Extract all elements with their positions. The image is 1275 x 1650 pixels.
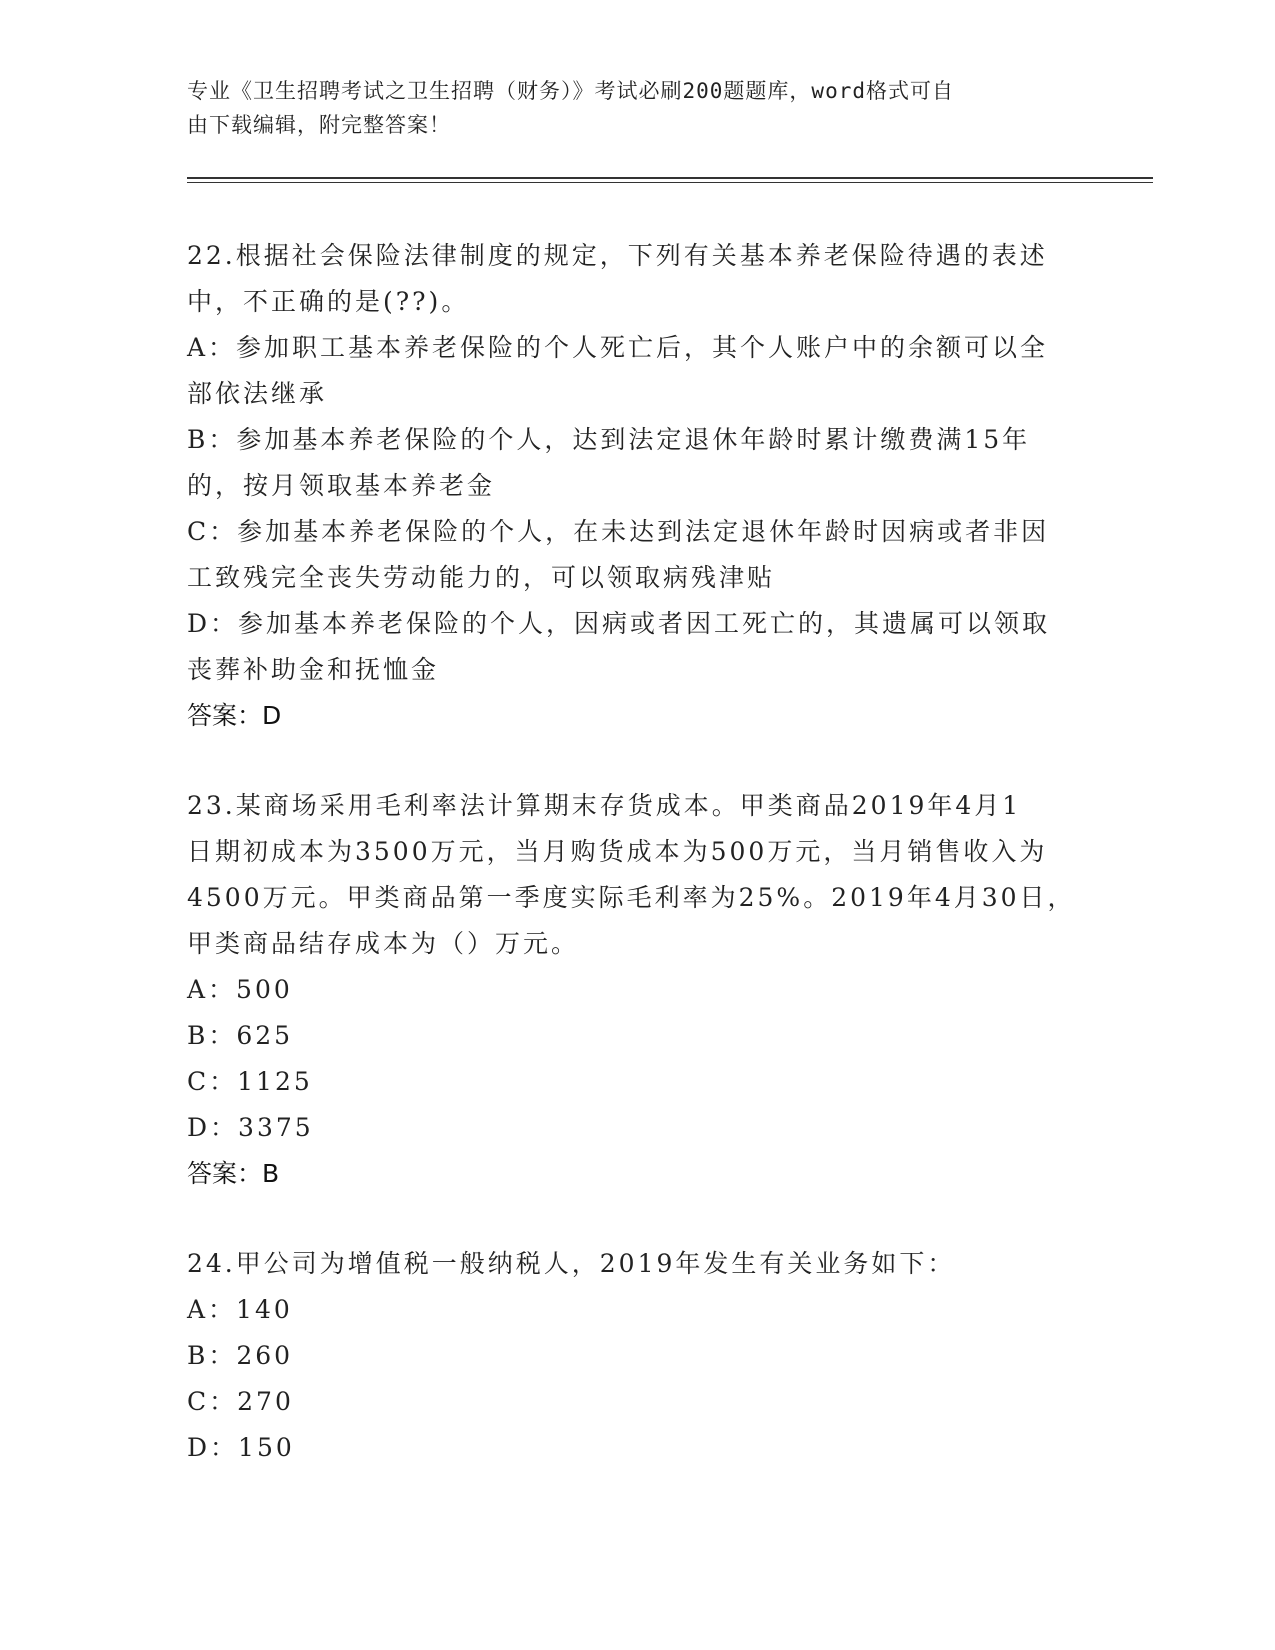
- header-line-1: 专业《卫生招聘考试之卫生招聘（财务）》考试必刷200题题库，word格式可自: [187, 79, 954, 103]
- option-b: B：625: [187, 1021, 294, 1050]
- option-a: [187, 325, 1087, 417]
- answer-label: 答案：D: [187, 701, 282, 730]
- question-24: [187, 1241, 1087, 1471]
- question-stem: [187, 1241, 1087, 1287]
- option-line: C：参加基本养老保险的个人，在未达到法定退休年龄时因病或者非因: [187, 517, 1050, 546]
- stem-line: 中，不正确的是(??)。: [187, 287, 470, 316]
- option-line: 丧葬补助金和抚恤金: [187, 655, 440, 684]
- option-b: B：260: [187, 1341, 294, 1370]
- question-22: [187, 233, 1087, 739]
- question-stem: [187, 233, 1087, 325]
- stem-line: 23.某商场采用毛利率法计算期末存货成本。甲类商品2019年4月1: [187, 791, 1022, 820]
- stem-line: 日期初成本为3500万元，当月购货成本为500万元，当月销售收入为: [187, 837, 1048, 866]
- option-c: C：1125: [187, 1067, 313, 1096]
- option-line: 部依法继承: [187, 379, 328, 408]
- header-line-2: 由下载编辑，附完整答案！: [187, 113, 451, 137]
- option-line: A：参加职工基本养老保险的个人死亡后，其个人账户中的余额可以全: [187, 333, 1049, 362]
- stem-line: 甲类商品结存成本为（）万元。: [187, 929, 580, 958]
- document-header: [187, 74, 1087, 142]
- stem-line: 4500万元。甲类商品第一季度实际毛利率为25%。2019年4月30日，: [187, 883, 1076, 912]
- option-line: 的，按月领取基本养老金: [187, 471, 496, 500]
- option-d: D：3375: [187, 1113, 314, 1142]
- option-line: 工致残完全丧失劳动能力的，可以领取病残津贴: [187, 563, 776, 592]
- option-d: D：150: [187, 1433, 295, 1462]
- option-a: A：500: [187, 975, 293, 1004]
- option-b: [187, 417, 1087, 509]
- option-line: B：参加基本养老保险的个人，达到法定退休年龄时累计缴费满15年: [187, 425, 1031, 454]
- header-divider-thin: [187, 182, 1153, 183]
- option-d: [187, 601, 1087, 693]
- stem-line: 22.根据社会保险法律制度的规定，下列有关基本养老保险待遇的表述: [187, 241, 1048, 270]
- stem-line: 24.甲公司为增值税一般纳税人，2019年发生有关业务如下：: [187, 1249, 956, 1278]
- question-list: [187, 233, 1087, 1515]
- question-23: [187, 783, 1087, 1197]
- question-stem: [187, 783, 1087, 967]
- option-a: A：140: [187, 1295, 293, 1324]
- option-c: C：270: [187, 1387, 294, 1416]
- answer-label: 答案：B: [187, 1159, 280, 1188]
- header-divider-thick: [187, 177, 1153, 179]
- option-line: D：参加基本养老保险的个人，因病或者因工死亡的，其遗属可以领取: [187, 609, 1051, 638]
- option-c: [187, 509, 1087, 601]
